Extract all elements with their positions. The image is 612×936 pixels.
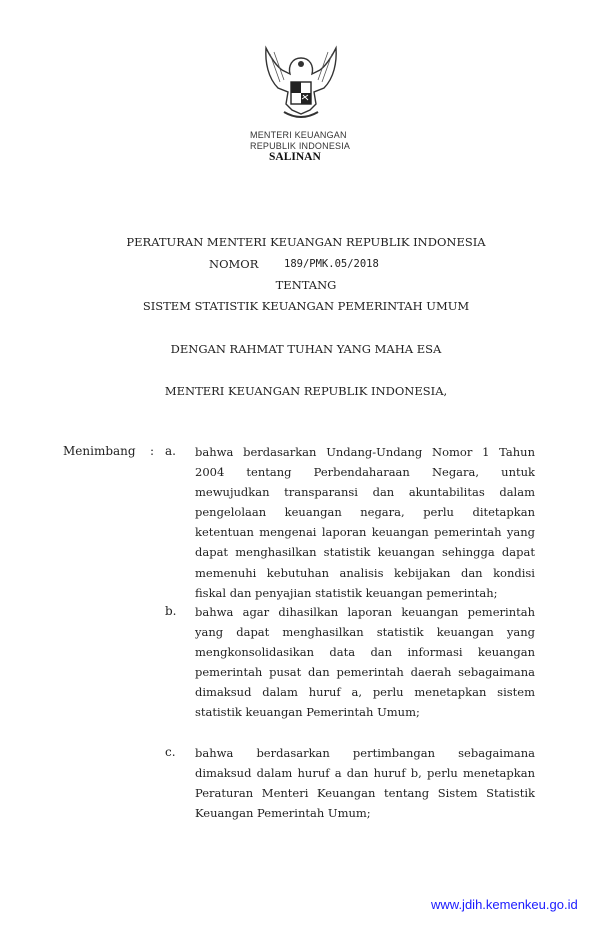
item-text-line: statistik keuangan Pemerintah Umum; bbox=[195, 705, 420, 720]
menimbang-item bbox=[195, 602, 535, 723]
item-text-line: 2004 tentang Perbendaharaan Negara, untuk bbox=[195, 465, 535, 480]
item-text-line: bahwa agar dihasilkan laporan keuangan pemerintah bbox=[195, 605, 535, 619]
salinan-stamp: SALINAN bbox=[269, 151, 321, 163]
item-marker: a. bbox=[165, 444, 176, 458]
menimbang-item bbox=[195, 743, 535, 823]
item-marker: b. bbox=[165, 604, 177, 618]
item-text-line: Keuangan Pemerintah Umum; bbox=[195, 806, 371, 821]
item-text-line: dimaksud dalam huruf a, perlu menetapkan sistem bbox=[195, 685, 535, 700]
garuda-emblem-icon bbox=[262, 44, 340, 126]
invocation: DENGAN RAHMAT TUHAN YANG MAHA ESA bbox=[170, 342, 442, 356]
item-text-line: memenuhi kebutuhan analisis kebijakan dan kondisi bbox=[195, 565, 535, 580]
item-text-line: yang dapat menghasilkan statistik keuangan yang bbox=[195, 625, 535, 640]
issuer: MENTERI KEUANGAN REPUBLIK INDONESIA, bbox=[164, 384, 448, 398]
item-text-line: dimaksud dalam huruf a dan huruf b, perlu menetapkan bbox=[195, 766, 535, 781]
item-text-line: bahwa berdasarkan Undang-Undang Nomor 1 Tahun bbox=[195, 445, 535, 459]
item-text-line: bahwa berdasarkan pertimbangan sebagaimana bbox=[195, 746, 535, 760]
regulation-subject: SISTEM STATISTIK KEUANGAN PEMERINTAH UMUM bbox=[142, 299, 470, 313]
letterhead-line-2: REPUBLIK INDONESIA bbox=[250, 141, 351, 151]
tentang-label: TENTANG bbox=[275, 278, 337, 292]
menimbang-colon: : bbox=[150, 444, 155, 458]
item-text-line: dapat menghasilkan statistik keuangan sehingga dapat bbox=[195, 545, 535, 560]
nomor-value: 189/PMK.05/2018 bbox=[284, 258, 379, 270]
jdih-url-link[interactable]: www.jdih.kemenkeu.go.id bbox=[431, 897, 578, 912]
item-text-line: mengkonsolidasikan data dan informasi keuangan bbox=[195, 645, 535, 660]
regulation-title: PERATURAN MENTERI KEUANGAN REPUBLIK INDONESIA bbox=[126, 235, 486, 249]
item-text-line: mewujudkan transparansi dan akuntabilitas dalam bbox=[195, 485, 535, 500]
item-text-line: ketentuan mengenai laporan keuangan pemerintah yang bbox=[195, 525, 535, 540]
item-text-line: Peraturan Menteri Keuangan tentang Sistem Statistik bbox=[195, 786, 535, 801]
item-text-line: pengelolaan keuangan negara, perlu ditetapkan bbox=[195, 505, 535, 520]
nomor-label: NOMOR bbox=[209, 257, 259, 271]
item-text-line: fiskal dan penyajian statistik keuangan pemerintah; bbox=[195, 585, 498, 600]
item-text-line: pemerintah pusat dan pemerintah daerah sebagaimana bbox=[195, 665, 535, 680]
letterhead-line-1: MENTERI KEUANGAN bbox=[250, 130, 347, 140]
menimbang-item bbox=[195, 442, 535, 603]
item-marker: c. bbox=[165, 745, 176, 759]
menimbang-label: Menimbang bbox=[63, 444, 136, 458]
